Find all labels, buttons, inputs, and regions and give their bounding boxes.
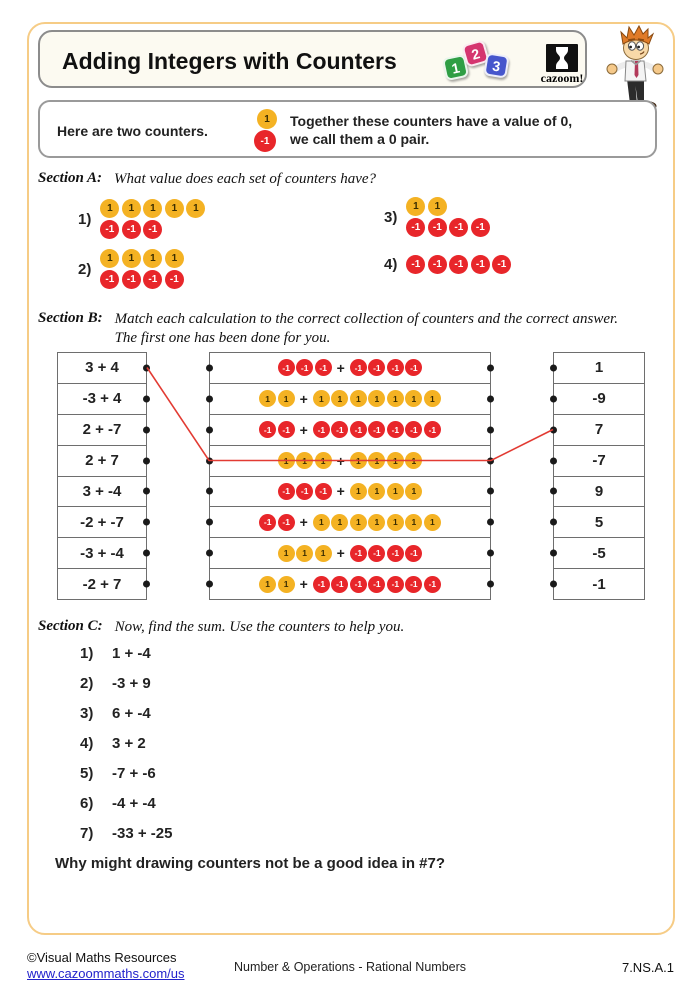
negative-counter: -1 <box>278 359 295 376</box>
connector-dot <box>550 395 557 402</box>
answer-cell <box>554 476 644 507</box>
negative-counter: -1 <box>254 130 276 152</box>
item-number: 3) <box>80 705 94 722</box>
plus-sign: + <box>336 483 345 500</box>
counter-group <box>350 359 423 376</box>
section-c-label: Section C: <box>38 618 103 634</box>
positive-counter: 1 <box>405 514 422 531</box>
section-a-item-2 <box>78 249 184 289</box>
connector-dot <box>487 457 494 464</box>
negative-counter: -1 <box>122 270 141 289</box>
negative-counter: -1 <box>449 218 468 237</box>
calculation-cell <box>58 383 146 414</box>
expression-text: -4 + -4 <box>112 795 156 812</box>
section-c-item <box>80 795 156 812</box>
counter-rows <box>100 249 184 289</box>
calculation-text: 3 + 4 <box>85 359 119 377</box>
answer-cell <box>554 414 644 445</box>
calculation-cell <box>58 445 146 476</box>
counter-rows <box>100 199 205 239</box>
item-number: 3) <box>384 208 398 226</box>
answer-cell <box>554 537 644 568</box>
answer-cell <box>554 568 644 599</box>
negative-counter: -1 <box>350 421 367 438</box>
answer-text: 5 <box>594 513 604 531</box>
positive-counter: 1 <box>387 452 404 469</box>
positive-counter: 1 <box>387 390 404 407</box>
collection-cell <box>210 568 490 599</box>
counter-group <box>313 514 441 531</box>
negative-counter: -1 <box>368 545 385 562</box>
negative-counter: -1 <box>350 359 367 376</box>
plus-sign: + <box>299 514 308 531</box>
positive-counter: 1 <box>424 514 441 531</box>
counter-group <box>278 359 332 376</box>
section-b-prompt-line-2: The first one has been done for you. <box>114 330 331 346</box>
calculation-text: 2 + 7 <box>85 452 119 470</box>
intro-left-text: Here are two counters. <box>57 123 208 139</box>
positive-counter: 1 <box>296 545 313 562</box>
negative-counter: -1 <box>387 421 404 438</box>
cartoon-teacher-icon <box>598 24 668 112</box>
negative-counter: -1 <box>368 421 385 438</box>
item-number: 7) <box>80 825 94 842</box>
positive-counter: 1 <box>405 483 422 500</box>
counter-group <box>313 576 441 593</box>
positive-counter: 1 <box>387 483 404 500</box>
positive-counter: 1 <box>313 390 330 407</box>
counter-group <box>278 545 332 562</box>
positive-counter: 1 <box>313 514 330 531</box>
negative-counter: -1 <box>331 576 348 593</box>
connector-dot <box>550 426 557 433</box>
negative-counter: -1 <box>278 514 295 531</box>
negative-counter: -1 <box>331 421 348 438</box>
counter-group <box>313 421 441 438</box>
connector-dot <box>487 581 494 588</box>
connector-dot <box>143 581 150 588</box>
positive-counter-row <box>406 197 490 216</box>
positive-counter: 1 <box>368 514 385 531</box>
calculation-cell <box>58 568 146 599</box>
counter-group <box>313 390 441 407</box>
positive-counter: 1 <box>428 197 447 216</box>
positive-counter: 1 <box>186 199 205 218</box>
item-number: 1) <box>78 210 92 228</box>
connector-dot <box>550 488 557 495</box>
positive-counter: 1 <box>424 390 441 407</box>
intro-box <box>38 100 657 158</box>
expression-text: 1 + -4 <box>112 645 151 662</box>
calculation-text: 3 + -4 <box>82 482 122 500</box>
negative-counter: -1 <box>405 545 422 562</box>
plus-sign: + <box>299 576 308 593</box>
title-box <box>38 30 587 88</box>
counter-group <box>350 483 423 500</box>
counter-group <box>350 452 423 469</box>
collection-cell <box>210 537 490 568</box>
positive-counter: 1 <box>278 545 295 562</box>
negative-counter: -1 <box>387 545 404 562</box>
positive-counter: 1 <box>331 514 348 531</box>
negative-counter: -1 <box>424 576 441 593</box>
calculation-cell <box>58 476 146 507</box>
connector-dot <box>550 519 557 526</box>
positive-counter: 1 <box>315 545 332 562</box>
item-number: 2) <box>78 260 92 278</box>
negative-counter: -1 <box>350 576 367 593</box>
expression-text: -7 + -6 <box>112 765 156 782</box>
calculation-text: 2 + -7 <box>82 421 122 439</box>
positive-counter: 1 <box>100 249 119 268</box>
positive-counter: 1 <box>405 390 422 407</box>
connector-dot <box>487 550 494 557</box>
calculation-cell <box>58 414 146 445</box>
positive-counter: 1 <box>350 390 367 407</box>
positive-counter: 1 <box>368 483 385 500</box>
answer-text: -5 <box>592 544 606 562</box>
negative-counter: -1 <box>492 255 511 274</box>
connector-dot <box>143 457 150 464</box>
negative-counter: -1 <box>406 218 425 237</box>
calculation-text: -2 + -7 <box>80 513 124 531</box>
answer-text: 9 <box>594 482 604 500</box>
positive-counter: 1 <box>315 452 332 469</box>
negative-counter: -1 <box>368 576 385 593</box>
item-number: 1) <box>80 645 94 662</box>
connector-dot <box>206 519 213 526</box>
negative-counter: -1 <box>259 514 276 531</box>
positive-counter: 1 <box>143 199 162 218</box>
counter-group <box>259 390 295 407</box>
negative-counter: -1 <box>350 545 367 562</box>
section-c-prompt: Now, find the sum. Use the counters to help you. <box>114 619 405 635</box>
calculation-text: -2 + 7 <box>82 575 122 593</box>
positive-counter: 1 <box>259 576 276 593</box>
negative-counter: -1 <box>313 576 330 593</box>
negative-counter: -1 <box>122 220 141 239</box>
connector-dot <box>550 581 557 588</box>
item-number: 4) <box>384 256 398 273</box>
item-number: 4) <box>80 735 94 752</box>
cazoom-brand-text: cazoom! <box>540 71 584 85</box>
negative-counter-row <box>100 220 205 239</box>
connector-dot <box>143 395 150 402</box>
section-b-prompt <box>115 310 618 348</box>
negative-counter: -1 <box>368 359 385 376</box>
connector-dot <box>206 426 213 433</box>
section-c-item <box>80 765 156 782</box>
positive-counter: 1 <box>165 249 184 268</box>
calculation-cell <box>58 353 146 383</box>
collection-cell <box>210 353 490 383</box>
plus-sign: + <box>299 421 308 438</box>
negative-counter-row <box>100 270 184 289</box>
positive-counter: 1 <box>259 390 276 407</box>
counter-group <box>259 514 295 531</box>
section-b-prompt-line-1: Match each calculation to the correct collection of counters and the correct answer. <box>114 311 618 327</box>
negative-counter: -1 <box>387 359 404 376</box>
section-a-label: Section A: <box>38 170 103 186</box>
connector-dot <box>487 519 494 526</box>
calculation-cell <box>58 537 146 568</box>
plus-sign: + <box>299 390 308 407</box>
negative-counter: -1 <box>278 421 295 438</box>
glass-icon <box>546 44 578 72</box>
cazoom-logo <box>537 44 587 86</box>
section-c-question: Why might drawing counters not be a good idea in #7? <box>55 855 446 872</box>
intro-line-2: we call them a 0 pair. <box>290 131 430 147</box>
number-tile-1-icon: 1 <box>442 54 469 81</box>
standard-code: 7.NS.A.1 <box>621 960 674 975</box>
connector-dot <box>206 550 213 557</box>
answer-cell <box>554 445 644 476</box>
answer-cell <box>554 506 644 537</box>
intro-right-text <box>290 112 572 148</box>
negative-counter: -1 <box>315 483 332 500</box>
answer-text: -9 <box>592 390 606 408</box>
negative-counter: -1 <box>405 421 422 438</box>
negative-counter: -1 <box>278 483 295 500</box>
connector-dot <box>206 395 213 402</box>
connector-dot <box>143 426 150 433</box>
item-number: 6) <box>80 795 94 812</box>
answer-text: 7 <box>594 421 604 439</box>
positive-counter: 1 <box>368 390 385 407</box>
positive-counter: 1 <box>278 390 295 407</box>
positive-counter: 1 <box>122 249 141 268</box>
positive-counter-row <box>100 199 205 218</box>
positive-counter: 1 <box>278 452 295 469</box>
connector-dot <box>143 488 150 495</box>
connector-dot <box>487 395 494 402</box>
collection-cell <box>210 506 490 537</box>
positive-counter: 1 <box>368 452 385 469</box>
negative-counter: -1 <box>405 576 422 593</box>
counter-group <box>350 545 423 562</box>
positive-counter: 1 <box>331 390 348 407</box>
positive-counter: 1 <box>350 452 367 469</box>
connector-dot <box>206 488 213 495</box>
connector-dot <box>143 364 150 371</box>
section-b-header <box>38 310 618 348</box>
negative-counter: -1 <box>471 255 490 274</box>
calculation-text: -3 + 4 <box>82 390 122 408</box>
positive-counter: 1 <box>100 199 119 218</box>
collection-cell <box>210 476 490 507</box>
positive-counter: 1 <box>405 452 422 469</box>
calculation-text: -3 + -4 <box>80 544 124 562</box>
section-c-item <box>80 735 146 752</box>
negative-counter: -1 <box>100 220 119 239</box>
negative-counter: -1 <box>428 218 447 237</box>
collections-column <box>209 352 491 600</box>
item-number: 5) <box>80 765 94 782</box>
section-a-prompt: What value does each set of counters have? <box>114 171 377 187</box>
answers-column <box>553 352 645 600</box>
positive-counter: 1 <box>350 514 367 531</box>
negative-counter: -1 <box>315 359 332 376</box>
collection-cell <box>210 383 490 414</box>
answer-cell <box>554 383 644 414</box>
footer-topic: Number & Operations - Rational Numbers <box>233 960 467 974</box>
answer-text: 1 <box>594 359 604 377</box>
negative-counter: -1 <box>296 359 313 376</box>
expression-text: 6 + -4 <box>112 705 151 722</box>
section-a-header <box>38 170 376 189</box>
plus-sign: + <box>336 359 345 376</box>
answer-text: -7 <box>592 452 606 470</box>
negative-counter: -1 <box>100 270 119 289</box>
negative-counter: -1 <box>405 359 422 376</box>
negative-counter: -1 <box>424 421 441 438</box>
negative-counter: -1 <box>471 218 490 237</box>
item-number: 2) <box>80 675 94 692</box>
section-a-item-1 <box>78 199 205 239</box>
positive-counter: 1 <box>350 483 367 500</box>
counter-group <box>278 452 332 469</box>
negative-counter: -1 <box>387 576 404 593</box>
number-tile-3-icon: 3 <box>483 52 509 78</box>
negative-counter: -1 <box>313 421 330 438</box>
positive-counter: 1 <box>278 576 295 593</box>
connector-dot <box>143 550 150 557</box>
positive-counter: 1 <box>296 452 313 469</box>
section-c-item <box>80 705 151 722</box>
connector-dot <box>550 550 557 557</box>
counter-group <box>259 576 295 593</box>
connector-dot <box>206 364 213 371</box>
calculations-column <box>57 352 147 600</box>
section-c-item <box>80 645 151 662</box>
connector-dot <box>550 457 557 464</box>
expression-text: 3 + 2 <box>112 735 146 752</box>
counter-rows <box>406 255 511 274</box>
section-a-item-4 <box>384 255 511 274</box>
plus-sign: + <box>336 452 345 469</box>
intro-line-1: Together these counters have a value of 0, <box>290 113 573 129</box>
positive-counter: 1 <box>165 199 184 218</box>
negative-counter: -1 <box>165 270 184 289</box>
connector-dot <box>487 426 494 433</box>
counter-group <box>278 483 332 500</box>
negative-counter: -1 <box>143 220 162 239</box>
section-c-item <box>80 825 172 842</box>
page-title: Adding Integers with Counters <box>62 48 397 74</box>
connector-dot <box>487 488 494 495</box>
connector-dot <box>487 364 494 371</box>
negative-counter-row <box>406 218 490 237</box>
negative-counter: -1 <box>259 421 276 438</box>
counter-rows <box>406 197 490 237</box>
negative-counter: -1 <box>428 255 447 274</box>
plus-sign: + <box>336 545 345 562</box>
number-tile-2-icon: 2 <box>461 39 489 67</box>
section-b-label: Section B: <box>38 310 103 326</box>
positive-counter-row <box>100 249 184 268</box>
negative-counter: -1 <box>143 270 162 289</box>
connector-dot <box>206 581 213 588</box>
connector-dot <box>143 519 150 526</box>
negative-counter: -1 <box>449 255 468 274</box>
calculation-cell <box>58 506 146 537</box>
answer-text: -1 <box>592 575 606 593</box>
collection-cell <box>210 445 490 476</box>
counter-group <box>259 421 295 438</box>
expression-text: -3 + 9 <box>112 675 151 692</box>
collection-cell <box>210 414 490 445</box>
negative-counter: -1 <box>406 255 425 274</box>
connector-dot <box>206 457 213 464</box>
section-a-item-3 <box>384 197 490 237</box>
copyright-text: ©Visual Maths Resources <box>27 950 177 965</box>
positive-counter: 1 <box>143 249 162 268</box>
positive-counter: 1 <box>387 514 404 531</box>
section-c-item <box>80 675 151 692</box>
negative-counter: -1 <box>296 483 313 500</box>
website-link[interactable]: www.cazoommaths.com/us <box>27 966 185 981</box>
section-c-header <box>38 618 404 637</box>
connector-dot <box>550 364 557 371</box>
negative-counter-row <box>406 255 511 274</box>
expression-text: -33 + -25 <box>112 825 173 842</box>
positive-counter: 1 <box>122 199 141 218</box>
positive-counter: 1 <box>406 197 425 216</box>
answer-cell <box>554 353 644 383</box>
positive-counter: 1 <box>257 109 277 129</box>
